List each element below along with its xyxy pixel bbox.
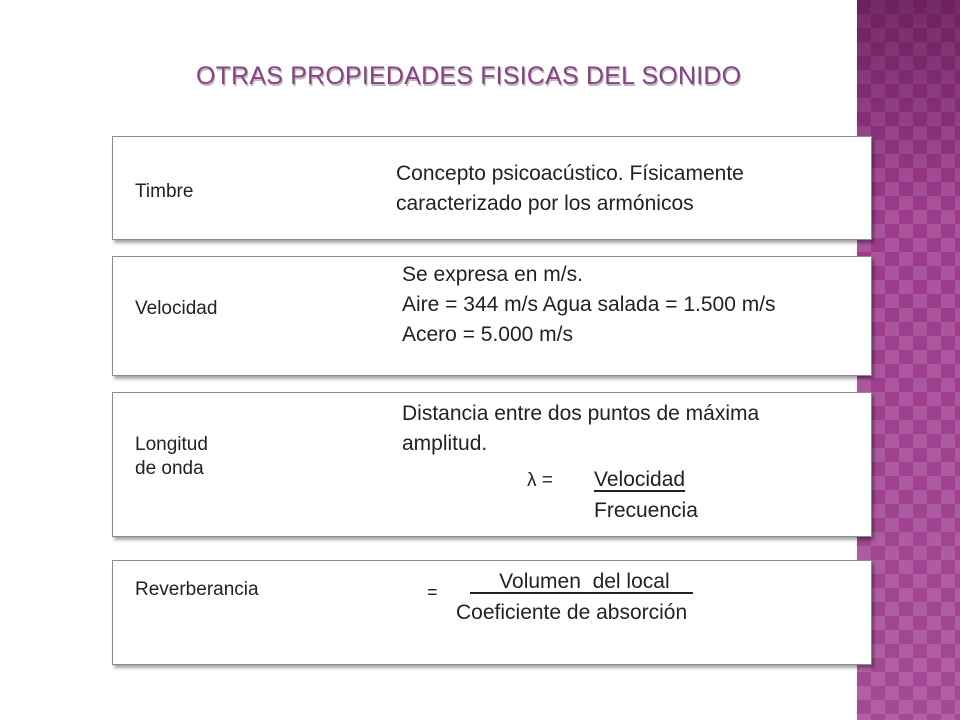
card-longitud-de-onda: [112, 392, 872, 537]
card-timbre: [112, 136, 872, 240]
card-reverberancia: [112, 560, 872, 665]
label-longitud-line-1: Longitud: [135, 434, 208, 455]
desc-timbre-line-2: caracterizado por los armónicos: [396, 192, 694, 215]
desc-timbre: [396, 159, 744, 219]
decorative-side-band: [857, 0, 960, 720]
card-velocidad: [112, 256, 872, 376]
desc-velocidad-line-1: Se expresa en m/s.: [402, 263, 583, 286]
label-velocidad: Velocidad: [135, 298, 218, 319]
label-longitud-line-2: de onda: [135, 458, 204, 479]
label-longitud-de-onda: [135, 433, 208, 481]
wavelength-denominator: Frecuencia: [594, 499, 698, 522]
desc-velocidad: [402, 260, 776, 350]
desc-longitud: [402, 399, 759, 459]
reverberancia-numerator: Volumen del local: [470, 570, 693, 593]
wavelength-numerator: Velocidad: [594, 468, 686, 491]
desc-longitud-line-1: Distancia entre dos puntos de máxima: [402, 402, 760, 425]
page-title: OTRAS PROPIEDADES FISICAS DEL SONIDO: [196, 62, 742, 90]
label-reverberancia: Reverberancia: [135, 579, 259, 600]
desc-timbre-line-1: Concepto psicoacústico. Físicamente: [396, 162, 744, 185]
label-timbre: Timbre: [135, 181, 194, 202]
reverberancia-equals: =: [427, 582, 438, 602]
desc-velocidad-line-2: Aire = 344 m/s Agua salada = 1.500 m/s: [402, 293, 776, 316]
desc-velocidad-line-3: Acero = 5.000 m/s: [402, 323, 574, 346]
desc-longitud-line-2: amplitud.: [402, 432, 488, 455]
reverberancia-denominator: Coeficiente de absorción: [456, 601, 688, 624]
wavelength-lambda-equals: λ =: [527, 470, 553, 491]
